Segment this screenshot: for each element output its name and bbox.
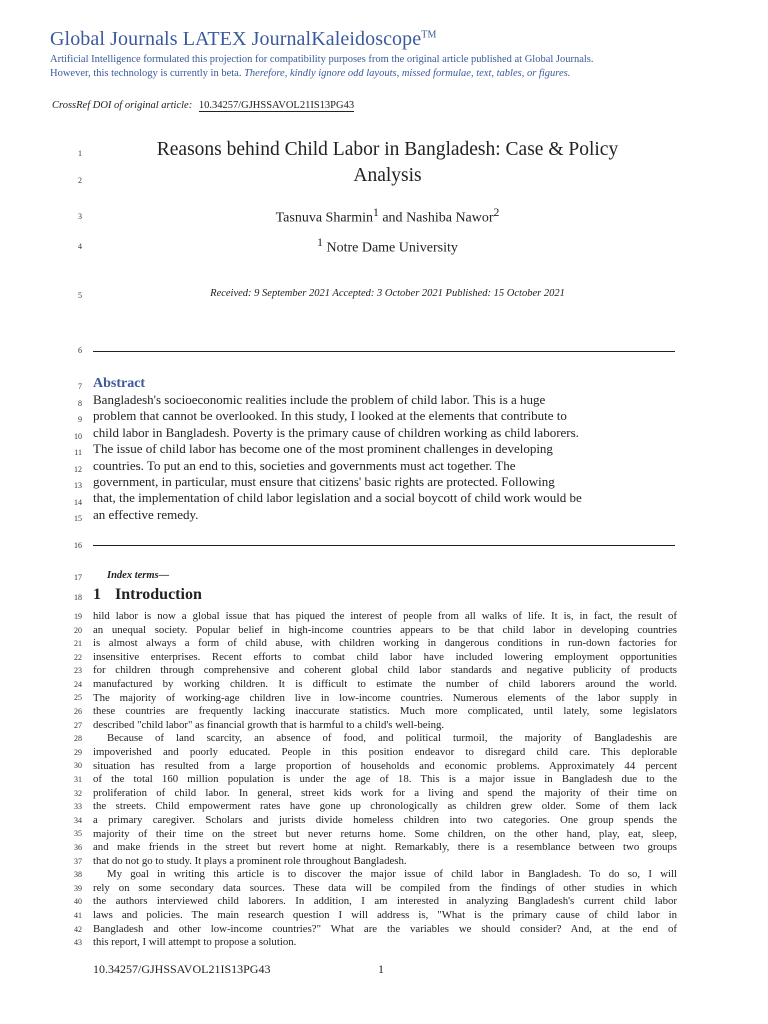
body-line: situation has resulted from a large proportion of households and economic problems. Approximately 44 percent (93, 759, 677, 772)
abstract-line: child labor in Bangladesh. Poverty is the primary cause of children working as child laborers. (93, 424, 579, 440)
body-line: the authors interviewed child laborers. In addition, I am interested in analyzing Bangladesh's current child labor (93, 895, 677, 908)
doi-link[interactable]: 10.34257/GJHSSAVOL21IS13PG43 (198, 100, 355, 111)
line-number: 36 (74, 843, 82, 852)
body-line: a primary caregiver. Scholars and jurists divide homeless children into two categories. One group spends the (93, 813, 677, 826)
body-line: rely on some secondary data sources. These data will be compiled from the findings of other studies in which (93, 881, 677, 894)
body-line: The majority of working-age children live in low-income countries. Numerous elements of the labor supply in (93, 691, 677, 704)
journal-title: Global Journals LATEX JournalKaleidoscope™ (50, 28, 437, 50)
body-line: Because of land scarcity, an absence of food, and political turmoil, the majority of Bangladeshis are (107, 732, 677, 745)
line-number: 26 (74, 707, 82, 716)
line-number: 15 (74, 514, 82, 523)
line-number: 42 (74, 925, 82, 934)
section-heading: 1 Introduction (93, 586, 202, 603)
divider-bottom (93, 545, 675, 546)
line-number: 30 (74, 761, 82, 770)
line-number: 18 (74, 593, 82, 602)
line-number: 41 (74, 911, 82, 920)
line-number: 25 (74, 693, 82, 702)
paper-title: Reasons behind Child Labor in Bangladesh: Case & Policy Analysis (156, 139, 619, 186)
line-number: 22 (74, 653, 82, 662)
abstract-line: government, in particular, must ensure that citizens' basic rights are protected. Following (93, 474, 555, 490)
abstract-text (93, 392, 677, 523)
trademark: TM (421, 29, 437, 41)
abstract-heading: Abstract (93, 376, 146, 391)
line-number: 16 (74, 541, 82, 550)
footer-doi: 10.34257/GJHSSAVOL21IS13PG43 (93, 962, 271, 976)
index-terms: Index terms— (107, 570, 170, 581)
abstract-line: that, the implementation of child labor legislation and a social boycott of child work would be (93, 490, 582, 506)
body-line: these countries are frequently lacking inaccurate statistics. Much more complicated, until lately, some legislators (93, 705, 677, 718)
page-number: 1 (378, 962, 384, 976)
body-line: an unequal society. Popular belief in high-income countries appears to be that child labor in developing countries (93, 623, 677, 636)
body-text (93, 610, 677, 950)
line-number: 29 (74, 748, 82, 757)
line-number: 3 (78, 212, 82, 221)
line-number: 4 (78, 242, 82, 251)
body-line: impoverished and poorly educated. People in this position endeavor to disregard child care. This deplorable (93, 745, 677, 758)
beta-banner: Artificial Intelligence formulated this projection for compatibility purposes from the original article published at Global Journals. However, this technology is currently in beta. Therefore, kindly ignore odd layouts, missed formulae, text, tables, or figures. (50, 54, 594, 79)
journal-header (50, 28, 740, 80)
body-line: this report, I will attempt to propose a solution. (93, 936, 297, 949)
line-number: 19 (74, 612, 82, 621)
line-number: 10 (74, 432, 82, 441)
line-number: 13 (74, 481, 82, 490)
body-line: and make friends in the street but revert home at night. Remarkably, there is a resemblance between two groups (93, 841, 677, 854)
divider-top (93, 351, 675, 352)
line-number: 28 (74, 734, 82, 743)
body-line: insensitive enterprises. Recent efforts to combat child labor have included lowering employment opportunities (93, 650, 677, 663)
abstract-line: Bangladesh's socioeconomic realities include the problem of child labor. This is a huge (93, 392, 546, 407)
line-number: 33 (74, 802, 82, 811)
line-number: 5 (78, 291, 82, 300)
body-line: hild labor is now a global issue that has piqued the interest of people from all walks of life. It is, in fact, the result of (93, 610, 677, 622)
line-number: 31 (74, 775, 82, 784)
line-number: 12 (74, 465, 82, 474)
line-number: 24 (74, 680, 82, 689)
line-number: 7 (78, 382, 82, 391)
body-line: laws and policies. The main research question I will address is, "What is the primary cause of child labor in (93, 909, 677, 922)
line-number: 27 (74, 721, 82, 730)
line-number: 40 (74, 897, 82, 906)
line-number: 11 (74, 448, 82, 457)
line-number: 9 (78, 415, 82, 424)
body-line: of the total 160 million population is under the age of 18. This is a major issue in Bangladesh due to the (93, 773, 677, 786)
crossref-doi: CrossRef DOI of original article: 10.34257/GJHSSAVOL21IS13PG43 (52, 100, 355, 111)
authors: Tasnuva Sharmin$^1$ and Nashiba Nawor$^2$ (275, 206, 500, 226)
line-number: 34 (74, 816, 82, 825)
line-number: 23 (74, 666, 82, 675)
body-line: majority of their time on the street but never returns home. Some children, on the other hand, play, eat, sleep, (93, 827, 677, 840)
body-line: manufactured by working children. It is difficult to estimate the number of child laborers around the world. (93, 677, 677, 690)
line-number: 17 (74, 573, 82, 582)
line-number: 20 (74, 626, 82, 635)
line-number: 35 (74, 829, 82, 838)
body-line: proliferation of child labor. In general, street kids work for a living and spend the majority of their time on (93, 786, 677, 799)
line-number: 6 (78, 346, 82, 355)
line-number: 39 (74, 884, 82, 893)
body-line: for children through comprehensive and coherent global child labor standards and negative publicity of products (93, 664, 677, 677)
abstract-line: The issue of child labor has become one of the most prominent challenges in developing (93, 441, 553, 457)
publication-dates: Received: 9 September 2021 Accepted: 3 October 2021 Published: 15 October 2021 (210, 288, 565, 299)
body-line: My goal in writing this article is to discover the major issue of child labor in Bangladesh. To do so, I will (107, 868, 677, 881)
line-number: 8 (78, 399, 82, 408)
line-number: 38 (74, 870, 82, 879)
body-line: that do not go to study. It plays a prominent role throughout Bangladesh. (93, 854, 407, 867)
abstract-line: problem that cannot be overlooked. In this study, I looked at the elements that contribute to (93, 408, 567, 424)
body-line: the streets. Child empowerment rates have gone up chronologically as children grew older. Some of them lack (93, 800, 677, 813)
line-number: 32 (74, 789, 82, 798)
body-line: Bangladesh and other low-income countries?" What are the variables we should consider? And, at the end of (93, 922, 677, 935)
abstract-line: countries. To put an end to this, societies and governments must act together. The (93, 457, 516, 473)
line-number: 14 (74, 498, 82, 507)
body-line: described "child labor" as financial growth that is harmful to a child's well-being. (93, 718, 445, 731)
line-number: 37 (74, 857, 82, 866)
affiliation: $^1$ Notre Dame University (317, 236, 458, 256)
line-number: 1 (78, 149, 82, 158)
body-line: is almost always a form of child abuse, with children working in dangerous conditions in run-down factories for (93, 637, 677, 650)
line-number: 21 (74, 639, 82, 648)
abstract-line: an effective remedy. (93, 506, 199, 522)
line-number: 2 (78, 176, 82, 185)
line-number: 43 (74, 938, 82, 947)
